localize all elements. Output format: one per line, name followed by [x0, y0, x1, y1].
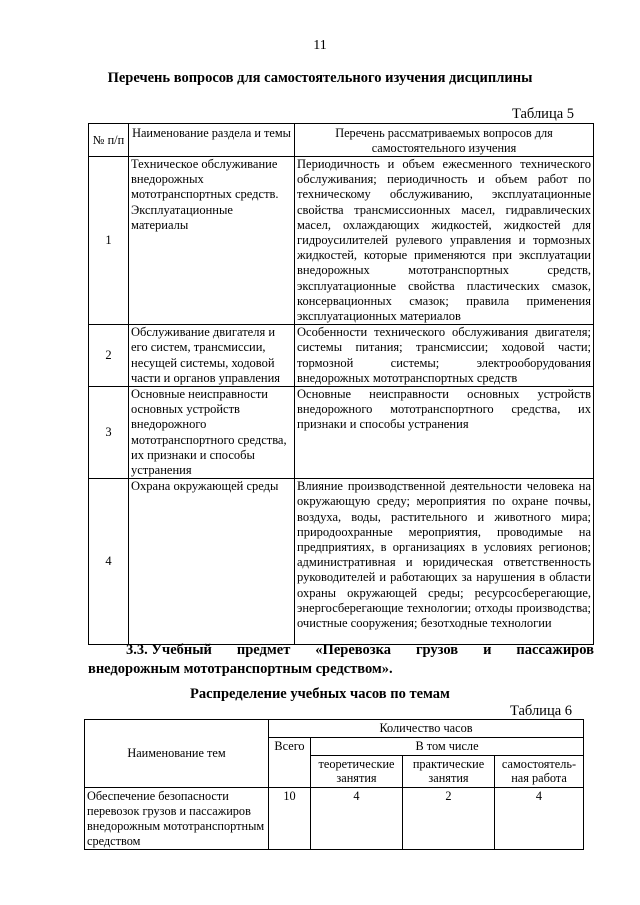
hours-table — [84, 719, 584, 850]
section-word: и — [483, 642, 492, 658]
row-questions: Основные неисправности основных устройств внедорожного мототранспортного средства, их признаки и способы устранения — [295, 387, 594, 479]
page-number: 11 — [313, 38, 327, 53]
row-section: Обслуживание двигателя и его систем, трансмиссии, несущей системы, ходовой части и органов управления — [129, 325, 295, 387]
table-row — [85, 788, 584, 850]
section-word: грузов — [415, 642, 459, 658]
header-theory: теоретические занятия — [311, 755, 403, 788]
header-self: самостоятель-ная работа — [495, 755, 584, 788]
row-number: 1 — [89, 157, 129, 325]
section-title-line1 — [88, 641, 594, 660]
header-topic: Наименование тем — [85, 720, 269, 788]
questions-list-heading: Перечень вопросов для самостоятельного изучения дисциплины — [107, 70, 533, 86]
row-number: 2 — [89, 325, 129, 387]
hours-distribution-heading: Распределение учебных часов по темам — [190, 686, 450, 702]
section-title-line2: внедорожным мототранспортным средством». — [88, 660, 393, 677]
header-practice: практические занятия — [403, 755, 495, 788]
row-number: 4 — [89, 479, 129, 645]
section-word: 3.3. Учебный — [126, 642, 212, 658]
table-row — [89, 387, 594, 479]
row-number: 3 — [89, 387, 129, 479]
row-questions: Влияние производственной деятельности человека на окружающую среду; мероприятия по охране почвы, воздуха, воды, растительного и животного мира; природоохранные мероприятия, проводимые на предприятиях, в организациях в условиях регионов; административная и юридическая ответственность руководителей и работающих за нарушения в области охраны окружающей среды; ресурсосберегающие, энергосберегающие технологии; отходы производства; очистные сооружения; безотходные технологии — [295, 479, 594, 645]
row-section: Техническое обслуживание внедорожных мототранспортных средств. Эксплуатационные материалы — [129, 157, 295, 325]
header-total: Всего — [269, 737, 311, 787]
row-topic: Обеспечение безопасности перевозок грузов и пассажиров внедорожным мототранспортным средством — [85, 788, 269, 850]
row-questions: Периодичность и объем ежесменного технического обслуживания; периодичность и объем работ по техническому обслуживанию, эксплуатационные свойства трансмиссионных масел, гидравлических масел, охлаждающих жидкостей, жидкостей для гидроусилителей рулевого управления и тормозных жидкостей, которые применяются при эксплуатации внедорожных мототранспортных средств, эксплуатационные свойства пластических смазок, консервационных смазок; правила применения эксплуатационных материалов — [295, 157, 594, 325]
table-row — [89, 325, 594, 387]
table6-caption: Таблица 6 — [510, 703, 573, 719]
row-questions: Особенности технического обслуживания двигателя; системы питания; трансмиссии; ходовой части; тормозной системы; электрооборудования внедорожных мототранспортных средств — [295, 325, 594, 387]
table-row — [89, 157, 594, 325]
row-practice: 2 — [403, 788, 495, 850]
row-theory: 4 — [311, 788, 403, 850]
section-word: «Перевозка — [315, 642, 391, 658]
row-total: 10 — [269, 788, 311, 850]
row-section: Охрана окружающей среды — [129, 479, 295, 645]
table5-caption: Таблица 5 — [512, 106, 575, 122]
table-header-row — [89, 124, 594, 157]
section-word: предмет — [236, 642, 291, 658]
row-section: Основные неисправности основных устройств внедорожного мототранспортного средства, их признаки и способы устранения — [129, 387, 295, 479]
table-header-row — [85, 720, 584, 738]
header-section: Наименование раздела и темы — [129, 124, 295, 157]
header-hours: Количество часов — [269, 720, 584, 738]
header-questions: Перечень рассматриваемых вопросов для самостоятельного изучения — [295, 124, 594, 157]
row-self: 4 — [495, 788, 584, 850]
section-title — [88, 641, 594, 678]
section-word: пассажиров — [516, 642, 594, 658]
table-row — [89, 479, 594, 645]
self-study-table — [88, 123, 594, 645]
header-including: В том числе — [311, 737, 584, 755]
header-num: № п/п — [89, 124, 129, 157]
